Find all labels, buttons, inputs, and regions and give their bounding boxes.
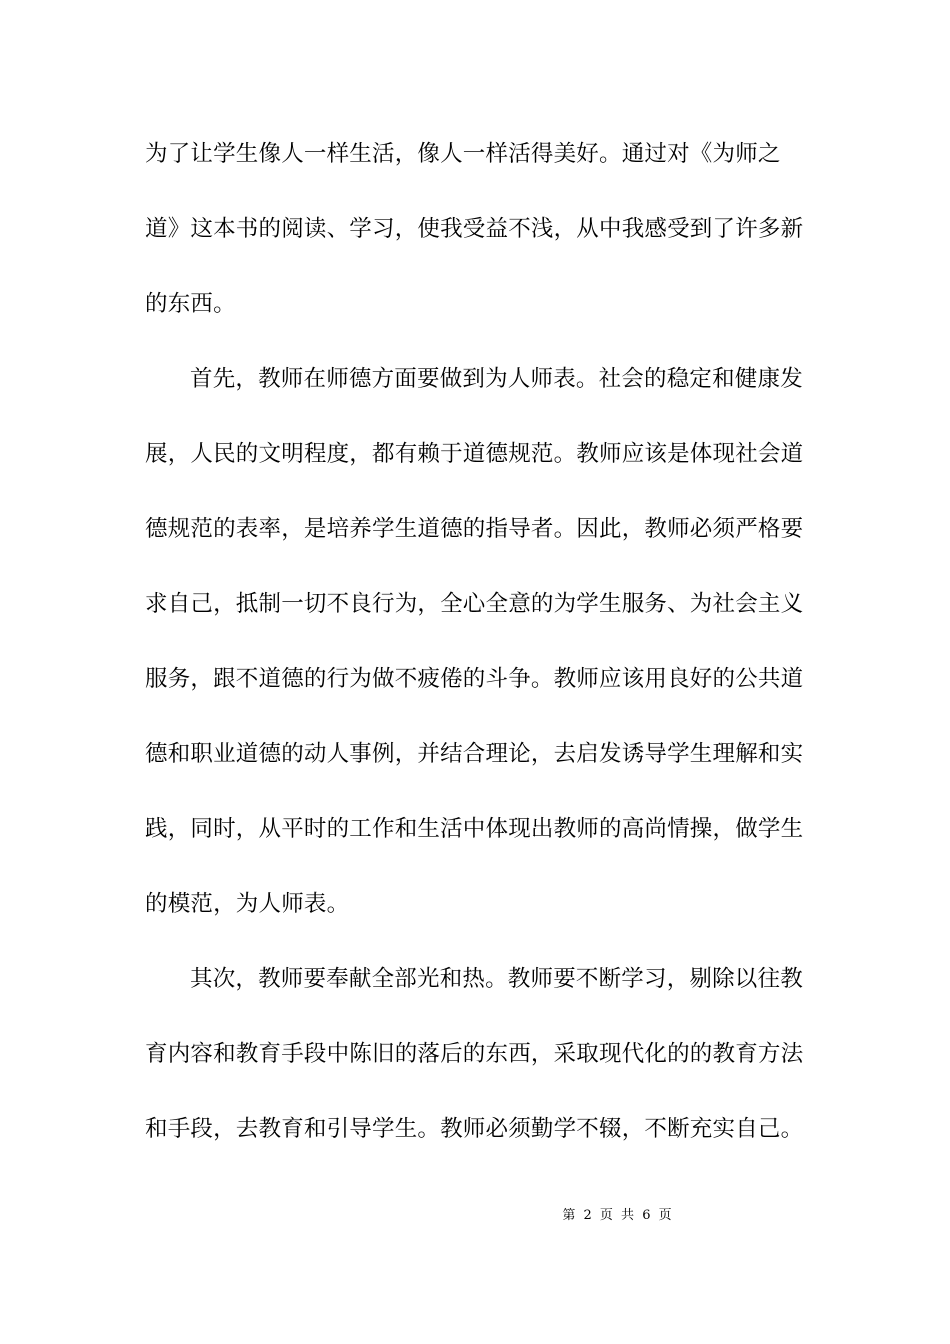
paragraph-line: 的模范，为人师表。	[145, 891, 350, 917]
paragraph-line: 践，同时，从平时的工作和生活中体现出教师的高尚情操，做学生	[145, 816, 804, 842]
paragraph-line: 服务，跟不道德的行为做不疲倦的斗争。教师应该用良好的公共道	[145, 666, 804, 692]
paragraph-line: 的东西。	[145, 291, 236, 317]
paragraph-line: 展，人民的文明程度，都有赖于道德规范。教师应该是体现社会道	[145, 441, 804, 467]
paragraph-line: 为了让学生像人一样生活，像人一样活得美好。通过对《为师之	[145, 141, 781, 167]
paragraph-line: 道》这本书的阅读、学习，使我受益不浅，从中我感受到了许多新	[145, 216, 804, 242]
paragraph-line: 其次，教师要奉献全部光和热。教师要不断学习，剔除以往教	[190, 966, 803, 992]
paragraph-line: 首先，教师在师德方面要做到为人师表。社会的稳定和健康发	[190, 366, 803, 392]
paragraph-line: 和手段，去教育和引导学生。教师必须勤学不辍，不断充实自己。	[145, 1116, 804, 1142]
paragraph-line: 德和职业道德的动人事例，并结合理论，去启发诱导学生理解和实	[145, 741, 804, 767]
paragraph-line: 德规范的表率，是培养学生道德的指导者。因此，教师必须严格要	[145, 516, 804, 542]
page-number: 第 2 页 共 6 页	[562, 1208, 672, 1223]
paragraph-line: 育内容和教育手段中陈旧的落后的东西，采取现代化的的教育方法	[145, 1041, 804, 1067]
paragraph-line: 求自己，抵制一切不良行为，全心全意的为学生服务、为社会主义	[145, 591, 804, 617]
page-footer	[0, 1207, 950, 1225]
